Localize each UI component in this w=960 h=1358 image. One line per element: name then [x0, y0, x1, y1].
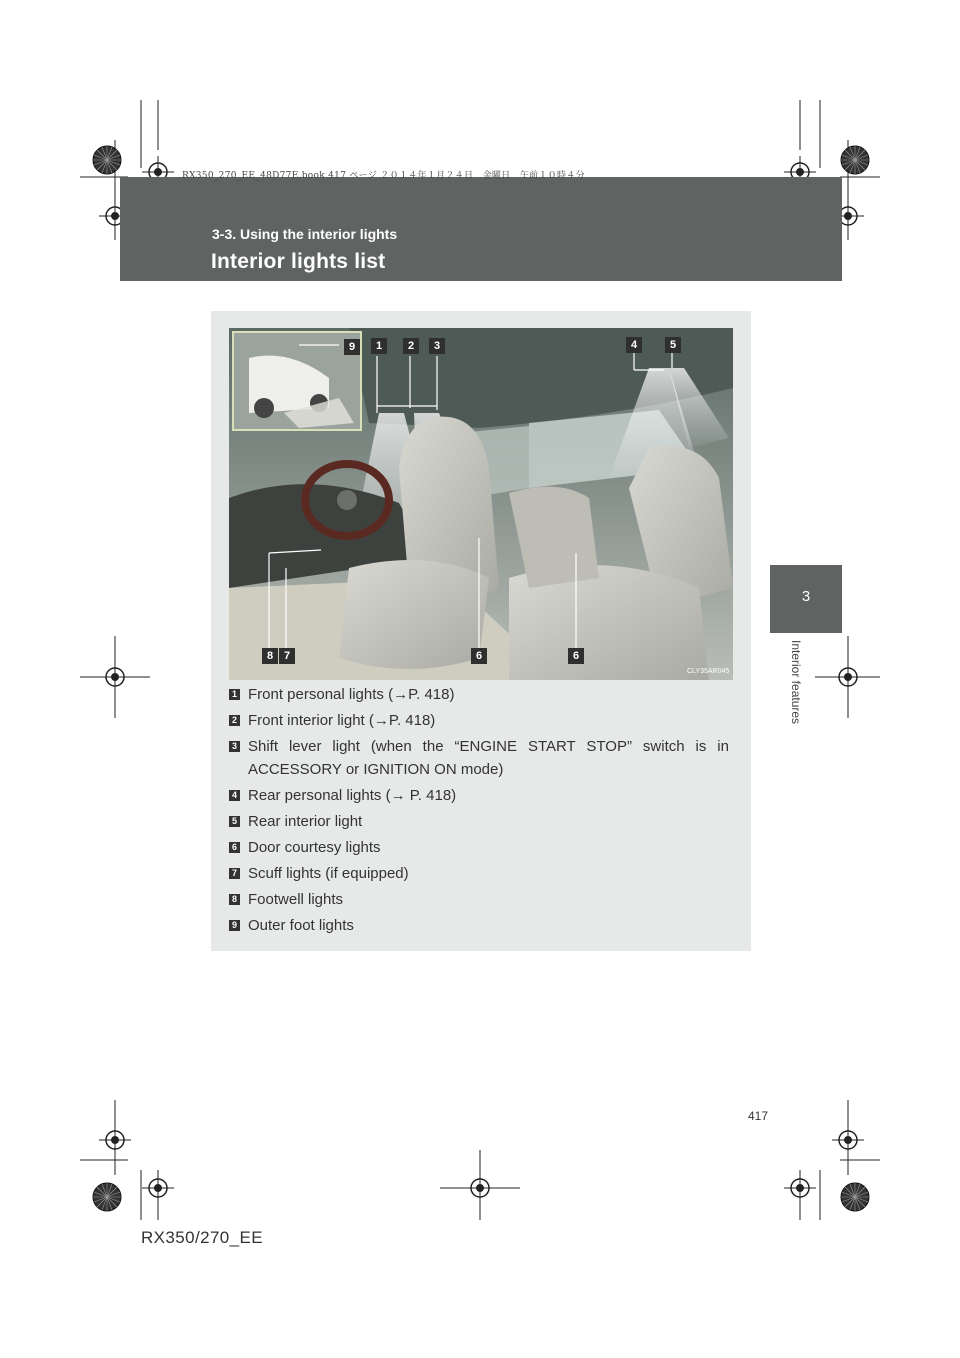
list-item: [229, 836, 729, 859]
chapter-label: Interior features: [789, 640, 803, 725]
figure-callouts: [229, 328, 733, 680]
list-item: [229, 914, 729, 937]
legend-text: Front personal lights (→P. 418): [248, 686, 455, 703]
legend-text: Rear personal lights (→ P. 418): [248, 787, 457, 804]
page-title: Interior lights list: [211, 250, 386, 273]
legend-number: 7: [229, 868, 240, 879]
legend-text: Outer foot lights: [248, 917, 354, 934]
chapter-tab: 3: [770, 565, 842, 633]
print-info: RX350_270_EE_48D77E.book 417 ページ ２０１４年１月２４日 金曜日 午前１０時４分: [182, 171, 585, 181]
legend-number: 4: [229, 790, 240, 801]
callout-badge: 6: [568, 648, 584, 664]
callout-badge: 1: [371, 338, 387, 354]
list-item: [229, 683, 729, 706]
legend-text: Front interior light (→P. 418): [248, 712, 436, 729]
legend-text: Door courtesy lights: [248, 839, 381, 856]
legend-text: Scuff lights (if equipped): [248, 865, 409, 882]
list-item: [229, 862, 729, 885]
callout-badge: 4: [626, 337, 642, 353]
legend-text: Footwell lights: [248, 891, 344, 908]
callout-badge: 8: [262, 648, 278, 664]
callout-badge: 6: [471, 648, 487, 664]
list-item: [229, 784, 729, 807]
callout-badge: 2: [403, 338, 419, 354]
callout-badge: 3: [429, 338, 445, 354]
list-item: [229, 709, 729, 732]
list-item: [229, 888, 729, 911]
callout-badge: 5: [665, 337, 681, 353]
list-item: [229, 810, 729, 833]
callout-badge: 9: [344, 339, 360, 355]
footer-model: RX350/270_EE: [141, 1228, 263, 1247]
legend-text: Rear interior light: [248, 813, 363, 830]
legend-number: 9: [229, 920, 240, 931]
legend-number: 2: [229, 715, 240, 726]
legend-number: 6: [229, 842, 240, 853]
page-number: 417: [748, 1109, 769, 1123]
legend-number: 1: [229, 689, 240, 700]
callout-badge: 7: [279, 648, 295, 664]
legend-list: [229, 683, 729, 940]
image-code: CLY35AR045: [687, 668, 730, 675]
legend-number: 8: [229, 894, 240, 905]
legend-number: 3: [229, 741, 240, 752]
section-label: 3-3. Using the interior lights: [212, 226, 398, 242]
list-item: [229, 735, 729, 781]
legend-text: Shift lever light (when the “ENGINE START STOP” switch is in ACCESSORY or IGNITION ON mode): [248, 738, 729, 778]
legend-number: 5: [229, 816, 240, 827]
